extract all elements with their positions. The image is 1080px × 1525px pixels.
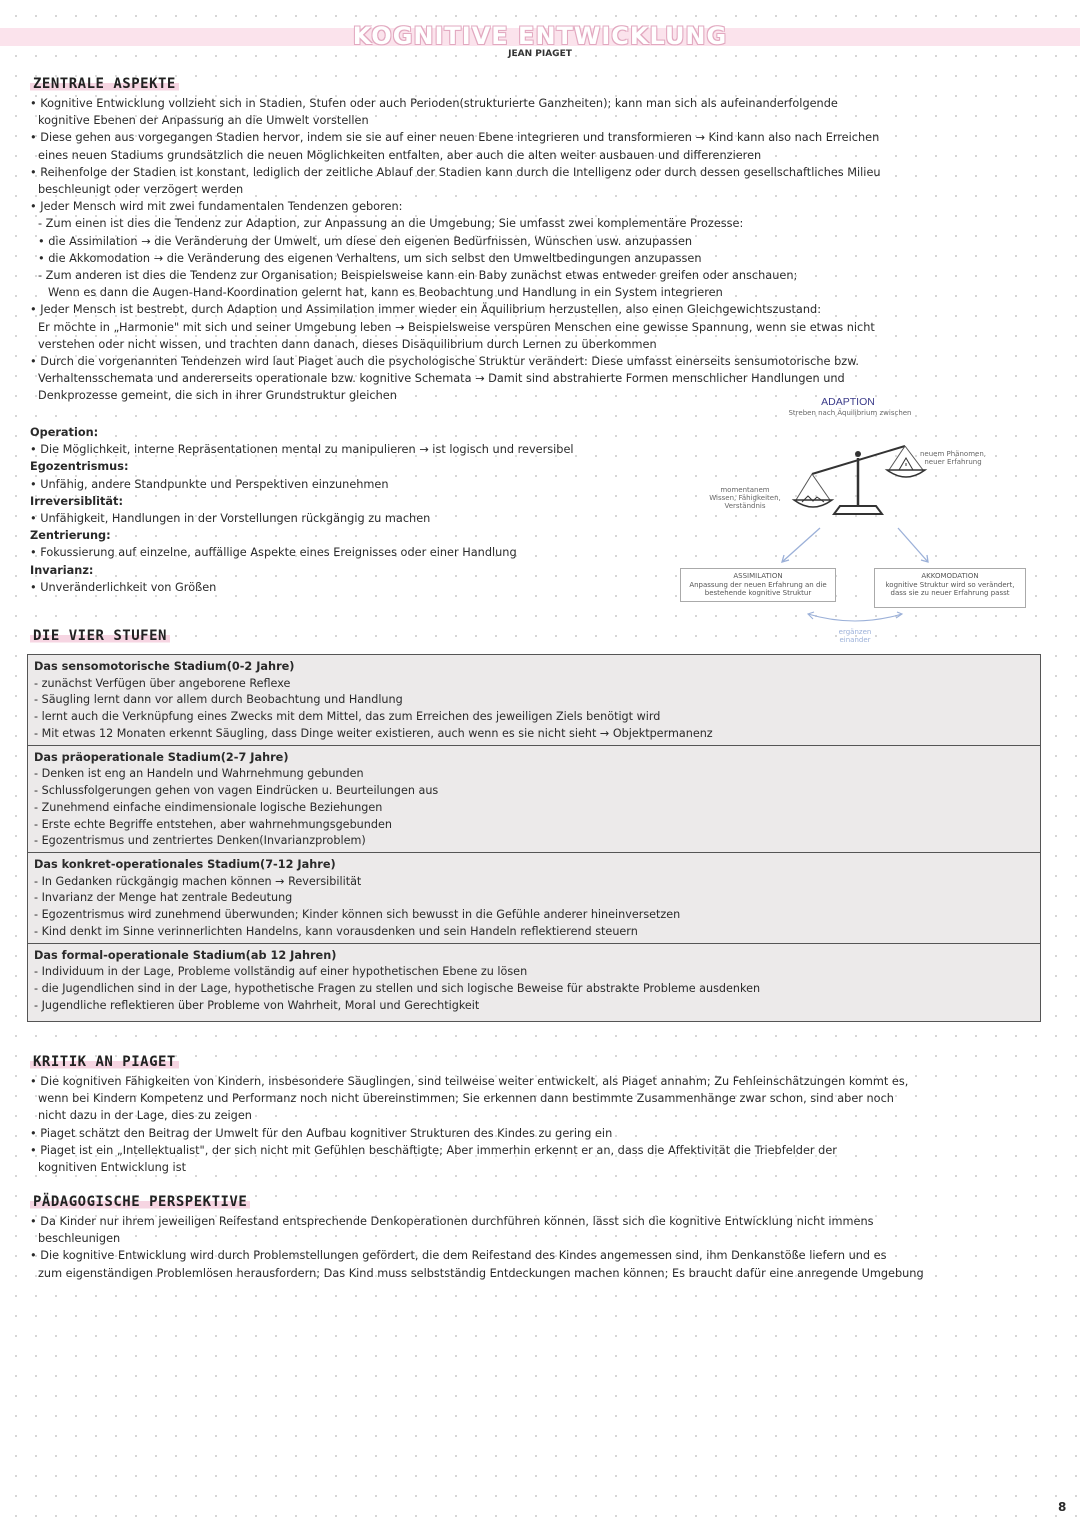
zentrale-line: • Durch die vorgenannten Tendenzen wird laut Piaget auch die psychologische Struktur verändert: Diese umfasst einerseits sensumotorische bzw.	[30, 355, 859, 369]
definition-text: • Unfähig, andere Standpunkte und Perspektiven einzunehmen	[30, 477, 389, 491]
kritik-list	[30, 1073, 908, 1176]
zentrale-aspekte-list	[30, 95, 881, 405]
heading-vier-stufen: DIE VIER STUFEN	[30, 628, 170, 644]
zentrale-line: • Jeder Mensch wird mit zwei fundamentalen Tendenzen geboren:	[30, 200, 403, 214]
stage-line: - Kind denkt im Sinne verinnerlichten Handelns, kann vorausdenken und sein Handeln reflektierend steuern	[34, 925, 638, 939]
zentrale-line: • Kognitive Entwicklung vollzieht sich in Stadien, Stufen oder auch Perioden(strukturierte Ganzheiten); kann man sich als aufeinanderfolgende	[30, 97, 838, 110]
page-subtitle: JEAN PIAGET	[508, 49, 572, 59]
assimilation-title: ASSIMILATION	[733, 572, 783, 580]
stage-title: Das sensomotorische Stadium(0-2 Jahre)	[34, 660, 295, 673]
stage-line: - Zunehmend einfache eindimensionale logische Beziehungen	[34, 800, 383, 814]
stage-line: - Egozentrismus wird zunehmend überwunden; Kinder können sich bewusst in die Gefühle anderer hineinversetzen	[34, 908, 681, 922]
paedagogik-list	[30, 1213, 924, 1282]
heading-kritik: KRITIK AN PIAGET	[30, 1054, 179, 1070]
kritik-line: • Piaget schätzt den Beitrag der Umwelt für den Aufbau kognitiver Strukturen des Kindes zu gering ein	[30, 1126, 613, 1140]
stage-line: - Invarianz der Menge hat zentrale Bedeutung	[34, 891, 293, 905]
heading-paedagogik: PÄDAGOGISCHE PERSPEKTIVE	[30, 1194, 250, 1210]
assimilation-text: Anpassung der neuen Erfahrung an die bestehende kognitive Struktur	[689, 580, 827, 597]
stage-line: - Schlussfolgerungen gehen von vagen Eindrücken u. Beurteilungen aus	[34, 783, 439, 797]
diagram-title: ADAPTION	[821, 396, 875, 408]
definition-text: • Unfähigkeit, Handlungen in der Vorstellungen rückgängig zu machen	[30, 512, 431, 526]
stage-konkret-operational	[28, 853, 1040, 944]
diagram-arrows	[680, 396, 1040, 646]
paed-line: • Da Kinder nur ihrem jeweiligen Reifestand entsprechende Denkoperationen durchführen können, lässt sich die kognitive Entwicklung nicht immens	[30, 1215, 874, 1228]
zentrale-line: kognitive Ebenen der Anpassung an die Umwelt vorstellen	[38, 114, 369, 128]
kritik-line: • Piaget ist ein „Intellektualist", der sich nicht mit Gefühlen beschäftigte; Aber immerhin erkennt er an, dass die Affektivität die Triebfelder der	[30, 1143, 837, 1157]
stage-formal-operational	[28, 944, 1040, 1017]
stage-line: - Egozentrismus und zentriertes Denken(Invarianzproblem)	[34, 834, 366, 848]
adaption-diagram	[680, 396, 1040, 646]
paed-line: beschleunigen	[38, 1232, 121, 1246]
stage-title: Das konkret-operationales Stadium(7-12 Jahre)	[34, 858, 336, 872]
zentrale-line: eines neuen Stadiums grundsätzlich die neuen Möglichkeiten entfalten, aber auch die alten weiter ausbauen und differenzieren	[38, 148, 762, 162]
stage-line: - Erste echte Begriffe entstehen, aber wahrnehmungsgebunden	[34, 817, 392, 831]
diagram-subtitle: Streben nach Äquilibrium zwischen	[788, 409, 912, 417]
kritik-line: kognitiven Entwicklung ist	[38, 1161, 187, 1175]
definitions-list	[30, 424, 574, 596]
zentrale-line: • die Akkomodation → die Veränderung des eigenen Verhaltens, um sich selbst den Umweltbedingungen anzupassen	[38, 251, 702, 265]
zentrale-line: - Zum anderen ist dies die Tendenz zur Organisation; Beispielsweise kann ein Baby zunächst etwas entweder greifen oder anschauen;	[38, 269, 798, 283]
stage-line: - Denken ist eng an Handeln und Wahrnehmung gebunden	[34, 767, 364, 781]
definition-text: • Fokussierung auf einzelne, auffällige Aspekte eines Ereignisses oder einer Handlung	[30, 546, 517, 560]
stage-praeoperational	[28, 746, 1040, 853]
diagram-left-label: momentanem Wissen, Fähigkeiten, Verständnis	[709, 486, 781, 510]
page-number: 8	[1058, 1500, 1067, 1514]
kritik-line: wenn bei Kindern Kompetenz und Performanz noch nicht übereinstimmen; Sie erkennen dann bestimmte Zusammenhänge zwar schon, sind aber noch	[38, 1092, 894, 1106]
diagram-bottom-label: ergänzen einander	[838, 628, 872, 644]
stage-line: - Jugendliche reflektieren über Probleme von Wahrheit, Moral und Gerechtigkeit	[34, 998, 480, 1012]
stage-sensomotorisch	[28, 655, 1040, 746]
definition-term: Irreversiblität:	[30, 494, 123, 508]
assimilation-box	[680, 568, 836, 602]
zentrale-line: - Zum einen ist dies die Tendenz zur Adaption, zur Anpassung an die Umgebung; Sie umfasst zwei komplementäre Prozesse:	[38, 217, 744, 231]
zentrale-line: Verhaltensschemata und andererseits operationale bzw. kognitive Schemata → Damit sind abstrahierte Formen menschlicher Handlungen und	[38, 372, 845, 386]
definition-term: Operation:	[30, 426, 99, 439]
zentrale-line: Wenn es dann die Augen-Hand-Koordination gelernt hat, kann es Beobachtung und Handlung in ein System integrieren	[48, 286, 723, 300]
stage-title: Das präoperationale Stadium(2-7 Jahre)	[34, 750, 289, 764]
zentrale-line: Er möchte in „Harmonie" mit sich und seiner Umgebung leben → Beispielsweise verspüren Menschen eine gewisse Spannung, wenn sie etwas nicht	[38, 320, 875, 334]
zentrale-line: • Reihenfolge der Stadien ist konstant, lediglich der zeitliche Ablauf der Stadien kann durch die Intelligenz oder durch dessen gesellschaftliches Milieu	[30, 165, 881, 179]
heading-zentrale-aspekte: ZENTRALE ASPEKTE	[30, 76, 179, 92]
stage-line: - lernt auch die Verknüpfung eines Zwecks mit dem Mittel, das zum Erreichen des jeweiligen Ziels benötigt wird	[34, 710, 661, 724]
definition-text: • Unveränderlichkeit von Größen	[30, 580, 217, 594]
akkomodation-title: AKKOMODATION	[921, 572, 979, 580]
zentrale-line: verstehen oder nicht wissen, und trachten dann danach, dieses Disäquilibrium durch Lernen zu überkommen	[38, 337, 657, 351]
akkomodation-box	[874, 568, 1026, 608]
stage-line: - Mit etwas 12 Monaten erkennt Säugling, dass Dinge weiter existieren, auch wenn es sie nicht sieht → Objektpermanenz	[34, 726, 713, 740]
definition-term: Zentrierung:	[30, 529, 111, 543]
stage-line: - Säugling lernt dann vor allem durch Beobachtung und Handlung	[34, 693, 403, 707]
zentrale-line: Denkprozesse gemeint, die sich in ihrer Grundstruktur gleichen	[38, 389, 397, 403]
stage-line: - zunächst Verfügen über angeborene Reflexe	[34, 676, 291, 690]
page-title: KOGNITIVE ENTWICKLUNG	[352, 22, 728, 50]
zentrale-line: beschleunigt oder verzögert werden	[38, 183, 244, 197]
zentrale-line: • Diese gehen aus vorgegangen Stadien hervor, indem sie sie auf einer neuen Ebene integrieren und transformieren → Kind kann also nach Erreichen	[30, 131, 880, 145]
diagram-right-label: neuem Phänomen, neuer Erfahrung	[920, 450, 986, 466]
definition-text: • Die Möglichkeit, interne Repräsentationen mental zu manipulieren → ist logisch und reversibel	[30, 443, 574, 457]
stages-table	[27, 654, 1041, 1022]
paed-line: zum eigenständigen Problemlösen herausfordern; Das Kind muss selbstständig Entdeckungen machen können; Es braucht dafür eine anregende Umgebung	[38, 1266, 924, 1280]
kritik-line: • Die kognitiven Fähigkeiten von Kindern, insbesondere Säuglingen, sind teilweise weiter entwickelt, als Piaget annahm; Zu Fehleinschätzungen kommt es,	[30, 1075, 909, 1088]
akkomodation-text: kognitive Struktur wird so verändert, dass sie zu neuer Erfahrung passt	[885, 580, 1015, 597]
zentrale-line: • Jeder Mensch ist bestrebt, durch Adaption und Assimilation immer wieder ein Äquilibrium herzustellen, also einen Gleichgewichtszustand:	[30, 303, 821, 317]
zentrale-line: • die Assimilation → die Veränderung der Umwelt, um diese den eigenen Bedürfnissen, Wünschen usw. anzupassen	[38, 234, 693, 248]
stage-line: - die Jugendlichen sind in der Lage, hypothetische Fragen zu stellen und sich logische Beweise für abstrakte Probleme ausdenken	[34, 982, 761, 996]
definition-term: Invarianz:	[30, 563, 94, 577]
stage-line: - Individuum in der Lage, Probleme vollständig auf einer hypothetischen Ebene zu lösen	[34, 965, 528, 979]
definition-term: Egozentrismus:	[30, 460, 129, 474]
stage-line: - In Gedanken rückgängig machen können → Reversibilität	[34, 874, 362, 888]
kritik-line: nicht dazu in der Lage, dies zu zeigen	[38, 1109, 252, 1123]
paed-line: • Die kognitive Entwicklung wird durch Problemstellungen gefördert, die dem Reifestand des Kindes angemessen sind, ihm Denkanstöße liefern und es	[30, 1249, 887, 1263]
stage-title: Das formal-operationale Stadium(ab 12 Jahren)	[34, 948, 337, 962]
